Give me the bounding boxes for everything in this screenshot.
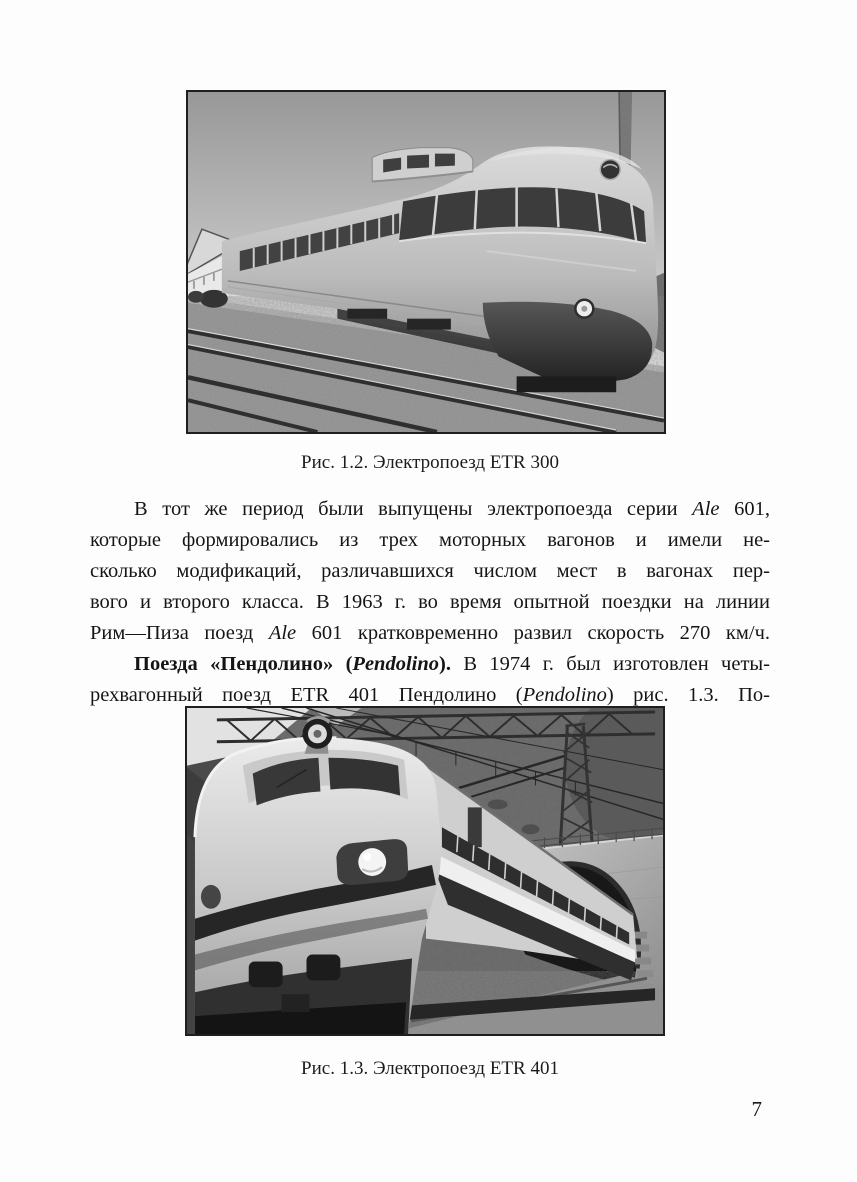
text-line: В тот же период были выпущены электропоезда серии Ale 601, [134, 498, 770, 520]
text-line: Поезда «Пендолино» (Pendolino). В 1974 г. был изготовлен четы- [134, 653, 770, 675]
etr300-photo-art [188, 92, 664, 432]
text-line: которые формировались из трех моторных вагонов и имели не- [90, 529, 770, 551]
body-text [90, 494, 770, 711]
etr300-photo [186, 90, 666, 434]
figure-caption-1: Рис. 1.2. Электропоезд ETR 300 [301, 452, 559, 473]
text-line: Рим—Пиза поезд Ale 601 кратковременно развил скорость 270 км/ч. [90, 622, 770, 644]
page-number: 7 [751, 1097, 762, 1121]
etr401-photo [185, 706, 665, 1036]
text-line: сколько модификаций, различавшихся числом мест в вагонах пер- [90, 560, 770, 582]
figure-caption-2: Рис. 1.3. Электропоезд ETR 401 [301, 1058, 559, 1079]
etr401-photo-art [187, 708, 663, 1034]
text-line: рехвагонный поезд ETR 401 Пендолино (Pendolino) рис. 1.3. По- [90, 684, 770, 706]
text-line: вого и второго класса. В 1963 г. во время опытной поездки на линии [90, 591, 770, 613]
